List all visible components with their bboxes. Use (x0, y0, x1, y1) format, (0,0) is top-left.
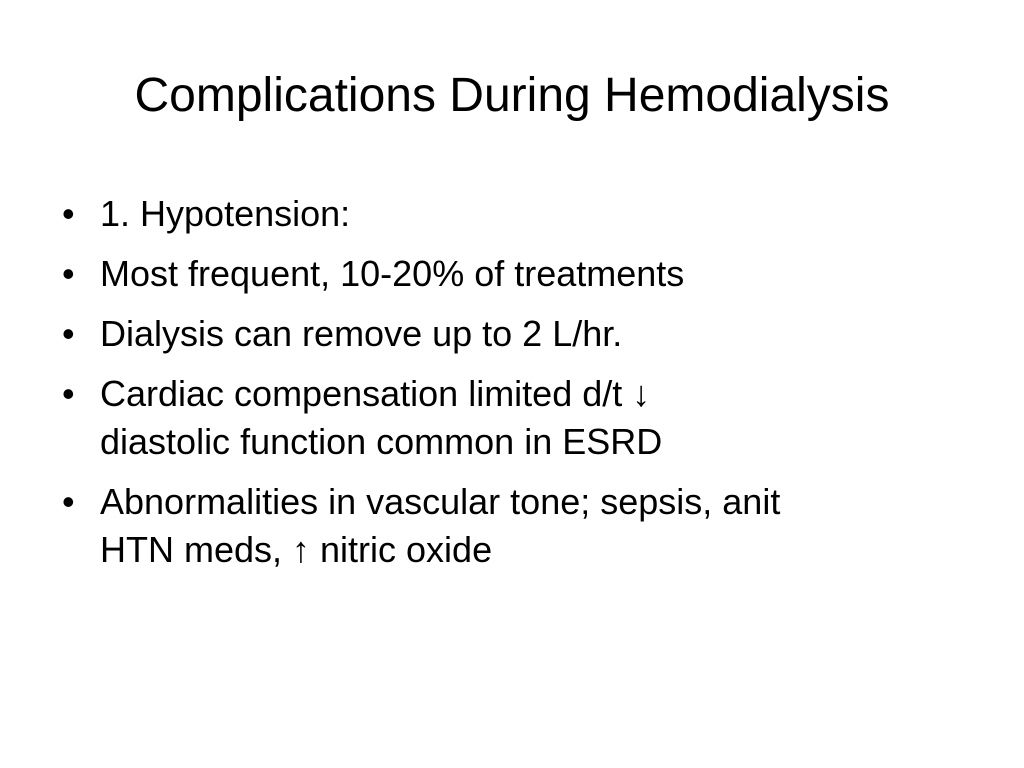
bullet-text: Abnormalities in vascular tone; sepsis, anit HTN meds, ↑ nitric oxide (100, 481, 781, 570)
bullet-marker: • (62, 253, 75, 294)
bullet-text: 1. Hypotension: (100, 193, 351, 234)
bullet-item (62, 190, 982, 238)
bullet-marker: • (62, 481, 75, 522)
bullet-text: Cardiac compensation limited d/t ↓ diastolic function common in ESRD (100, 373, 663, 462)
bullet-item (62, 370, 982, 466)
slide-title: Complications During Hemodialysis (134, 69, 890, 122)
bullet-text: Dialysis can remove up to 2 L/hr. (100, 313, 623, 354)
bullet-marker: • (62, 373, 75, 414)
bullet-item (62, 250, 982, 298)
bullet-item (62, 310, 982, 358)
bullet-item (62, 478, 982, 574)
bullet-marker: • (62, 193, 75, 234)
bullet-list (62, 190, 982, 586)
bullet-text: Most frequent, 10-20% of treatments (100, 253, 685, 294)
bullet-marker: • (62, 313, 75, 354)
